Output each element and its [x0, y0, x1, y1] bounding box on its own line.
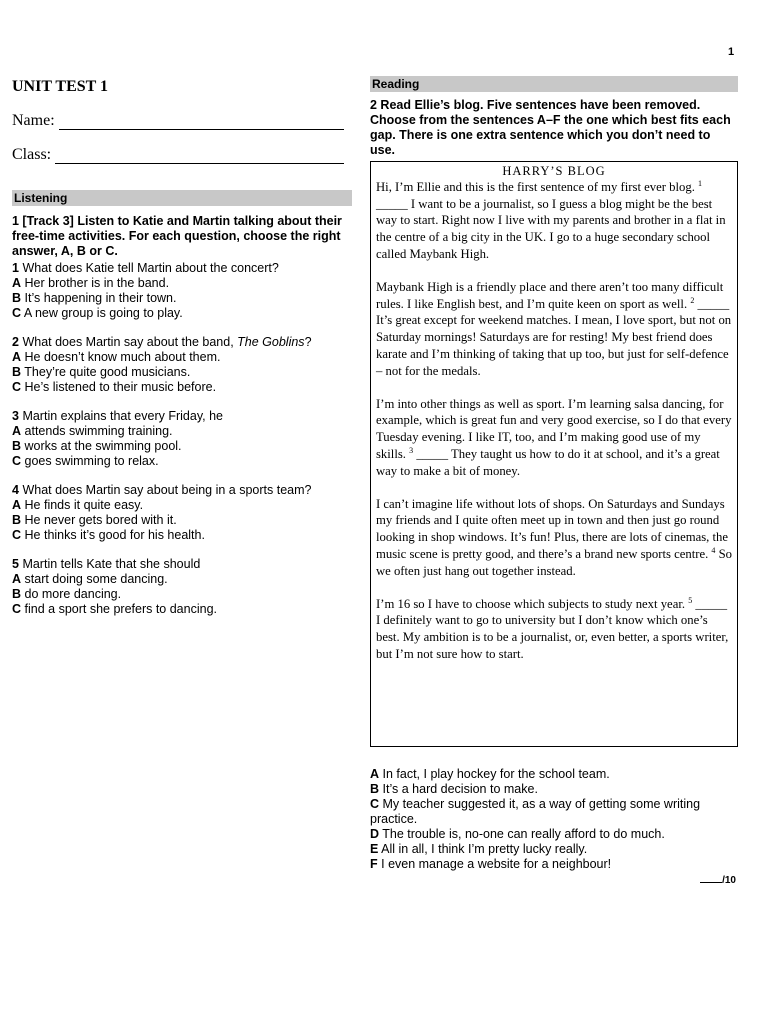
question-1: [12, 261, 352, 321]
right-column: [370, 76, 738, 886]
blog-title: HARRY’S BLOG: [502, 164, 606, 178]
band-name: The Goblins: [237, 335, 305, 349]
option-c[interactable]: C find a sport she prefers to dancing.: [12, 602, 217, 616]
question-text: Martin tells Kate that she should: [22, 557, 201, 571]
blog-box: [370, 161, 738, 747]
gap-number: 3: [409, 445, 414, 455]
question-number: 3: [12, 409, 19, 423]
class-answer-line[interactable]: [55, 149, 344, 164]
score-total: /10: [722, 875, 736, 886]
gap-number: 5: [688, 595, 693, 605]
answer-option-f[interactable]: F I even manage a website for a neighbour!: [370, 857, 612, 871]
question-number: 2: [12, 335, 19, 349]
answer-option-d[interactable]: D The trouble is, no-one can really afford to do much.: [370, 827, 665, 841]
blog-paragraph-4: I can’t imagine life without lots of shops. On Saturdays and Sundays my friends and I quite often meet up in town and then just go round looking in shop windows. It’s fun! Plus, there are lots of cinemas, the music scene is pretty good, and there’s a brand new sports centre. $^4$ So we often just hang out together instead.: [376, 496, 732, 578]
answer-option-a[interactable]: A In fact, I play hockey for the school team.: [370, 767, 610, 781]
question-4: [12, 483, 352, 543]
option-b[interactable]: B They’re quite good musicians.: [12, 365, 191, 379]
answer-options: [370, 767, 738, 872]
option-b[interactable]: B He never gets bored with it.: [12, 513, 177, 527]
unit-title: UNIT TEST 1: [12, 78, 109, 95]
blog-paragraph-2: Maybank High is a friendly place and there aren’t too many difficult rules. I like English best, and I’m quite keen on sport as well. $^2$ _____ It’s great except for weekend matches. I mean, I love sport, but not on Saturday mornings! Saturdays are for resting! My best friend does karate and I’m thinking of taking that up too, but just for self-defence – not for the medals.: [376, 280, 732, 378]
page-number: 1: [728, 46, 735, 58]
question-text: Martin explains that every Friday, he: [22, 409, 223, 423]
question-text: What does Katie tell Martin about the concert?: [22, 261, 279, 275]
class-label: Class:: [12, 146, 52, 163]
left-column: [12, 76, 352, 631]
question-number: 1: [12, 261, 19, 275]
question-text: What does Martin say about the band,: [22, 335, 238, 349]
question-text: What does Martin say about being in a sports team?: [22, 483, 312, 497]
option-a[interactable]: A He doesn’t know much about them.: [12, 350, 221, 364]
name-label: Name:: [12, 112, 55, 129]
name-answer-line[interactable]: [59, 115, 344, 130]
question-number: 4: [12, 483, 19, 497]
question-3: [12, 409, 352, 469]
question-text-end: ?: [304, 335, 312, 349]
score-answer-line[interactable]: [700, 882, 722, 883]
option-a[interactable]: A Her brother is in the band.: [12, 276, 170, 290]
blog-paragraph-5: I’m 16 so I have to choose which subjects to study next year. $^5$ _____ I definitely want to go to university but I don’t know which one’s best. My ambition is to be a journalist, or, even better, a sports writer, but I’m not sure how to start.: [376, 595, 729, 661]
option-c[interactable]: C He thinks it’s good for his health.: [12, 528, 205, 542]
option-c[interactable]: C goes swimming to relax.: [12, 454, 159, 468]
gap-number: 2: [690, 295, 695, 305]
option-c[interactable]: C He’s listened to their music before.: [12, 380, 217, 394]
option-a[interactable]: A start doing some dancing.: [12, 572, 168, 586]
answer-option-e[interactable]: E All in all, I think I’m pretty lucky really.: [370, 842, 588, 856]
question-5: [12, 557, 352, 617]
name-field-row: [12, 112, 352, 130]
reading-instruction: 2 Read Ellie’s blog. Five sentences have been removed. Choose from the sentences A–F the one which best fits each gap. There is one extra sentence which you don’t need to use.: [370, 98, 731, 157]
option-a[interactable]: A He finds it quite easy.: [12, 498, 144, 512]
option-b[interactable]: B do more dancing.: [12, 587, 122, 601]
answer-option-c[interactable]: C My teacher suggested it, as a way of getting some writing practice.: [370, 797, 701, 826]
class-field-row: [12, 146, 352, 164]
option-b[interactable]: B works at the swimming pool.: [12, 439, 182, 453]
listening-instruction: 1 [Track 3] Listen to Katie and Martin talking about their free-time activities. For each question, choose the right answer, A, B or C.: [12, 214, 342, 258]
reading-heading: Reading: [370, 76, 738, 92]
blog-paragraph-3: I’m into other things as well as sport. I’m learning salsa dancing, for example, which is great fun and very good exercise, so I do that every Tuesday evening. I like IT, too, and I’m making good use of my skills. $^3$ _____ They taught us how to do it at school, and it’s a great way to make a bit of money.: [376, 396, 732, 478]
gap-number: 1: [698, 178, 703, 188]
option-a[interactable]: A attends swimming training.: [12, 424, 173, 438]
blog-paragraph-1: Hi, I’m Ellie and this is the first sentence of my first ever blog. $^1$ _____ I want to be a journalist, so I guess a blog might be the best way to start. Right now I live with my parents and brother in a flat in the centre of a big city in the UK. I go to a huge secondary school called Maybank High.: [376, 178, 726, 261]
option-b[interactable]: B It’s happening in their town.: [12, 291, 177, 305]
question-number: 5: [12, 557, 19, 571]
answer-option-b[interactable]: B It’s a hard decision to make.: [370, 782, 538, 796]
gap-number: 4: [711, 545, 716, 555]
listening-heading: Listening: [12, 190, 352, 206]
question-2: [12, 335, 352, 395]
option-c[interactable]: C A new group is going to play.: [12, 306, 183, 320]
score-box: [370, 875, 736, 886]
